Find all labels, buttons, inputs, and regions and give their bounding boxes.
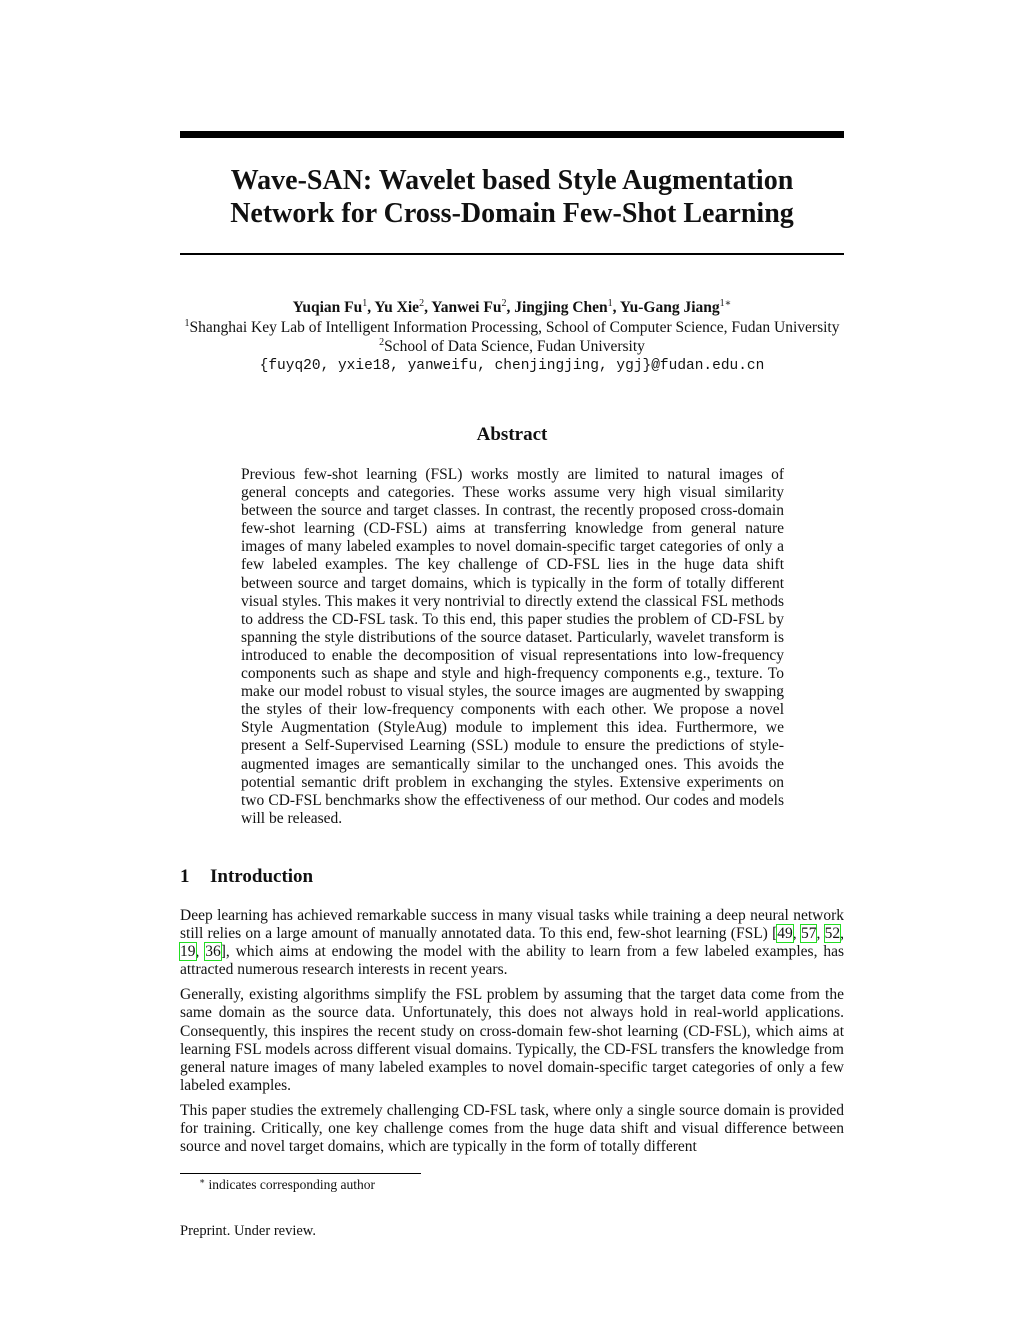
footnote-text: indicates corresponding author bbox=[208, 1177, 375, 1192]
footnote-mark: ∗ bbox=[199, 1176, 206, 1186]
intro-paragraph-3: This paper studies the extremely challenging CD-FSL task, where only a single source domain is provided for training. Critically, one key challenge comes from the huge data shift and visual difference between source and novel target domains, which are typically in the form of totally different bbox=[180, 1101, 844, 1156]
citation-link[interactable]: 19 bbox=[180, 943, 196, 961]
affiliation-2-sup: 2 bbox=[379, 337, 385, 348]
citation-link[interactable]: 57 bbox=[800, 925, 817, 943]
author-5: Yu-Gang Jiang bbox=[619, 299, 720, 316]
affiliation-1 bbox=[160, 318, 864, 338]
intro-paragraph-1: Deep learning has achieved remarkable success in many visual tasks while training a deep neural network still relies on a large amount of manually annotated data. To this end, few-shot learning (FSL) [49, 57, 52, 19, 36], which aims at endowing the model with the ability to learn from a few labeled examples, has attracted numerous research interests in recent years. bbox=[180, 907, 844, 979]
introduction-body bbox=[180, 907, 844, 1163]
footnote-rule bbox=[180, 1173, 421, 1174]
author-names: Yuqian Fu$^1$, Yu Xie$^2$, Yanwei Fu$^2$, Jingjing Chen$^1$, Yu-Gang Jiang$^{1∗}$ bbox=[292, 298, 732, 316]
section-number: 1 bbox=[180, 866, 190, 887]
author-emails: {fuyq20, yxie18, yanweifu, chenjingjing, ygj}@fudan.edu.cn bbox=[259, 357, 765, 374]
affiliation-1-sup: 1 bbox=[184, 317, 190, 329]
author-1: Yuqian Fu bbox=[292, 299, 363, 316]
affiliation-1-text: Shanghai Key Lab of Intelligent Information Processing, School of Computer Science, Fudan University bbox=[189, 318, 840, 336]
intro-p1-start: Deep learning has achieved remarkable success in many visual tasks while training a deep neural network still relies on a large amount of manually annotated data. To this end, few-shot learning (FSL) [ bbox=[180, 907, 844, 943]
author-2-sup: 2 bbox=[419, 298, 425, 309]
preprint-notice: Preprint. Under review. bbox=[180, 1223, 316, 1239]
title-top-rule bbox=[180, 131, 844, 138]
title-bottom-rule bbox=[180, 253, 844, 255]
author-5-sup: 1∗ bbox=[719, 298, 732, 309]
citation-link[interactable]: 36 bbox=[205, 943, 221, 961]
abstract-text: Previous few-shot learning (FSL) works mostly are limited to natural images of general concepts and categories. These works assume very high visual similarity between the source and target classes. In contrast, the recently proposed cross-domain few-shot learning (CD-FSL) aims at transferring knowledge from general nature images of many labeled examples to novel domain-specific target categories of only a few labeled examples. The key challenge of CD-FSL lies in the huge data shift between source and target domains, which is typically in the form of totally different visual styles. This makes it very nontrivial to directly extend the classical FSL methods to address the CD-FSL task. To this end, this paper studies the problem of CD-FSL by spanning the style distributions of the source dataset. Particularly, wavelet transform is introduced to enable the decomposition of visual representations into low-frequency components such as shape and style and high-frequency components e.g., texture. To make our model robust to visual styles, the source images are augmented by swapping the styles of their low-frequency components with each other. We propose a novel Style Augmentation (StyleAug) module to implement this idea. Furthermore, we present a Self-Supervised Learning (SSL) module to ensure the predictions of style-augmented images are semantically similar to the unchanged ones. This avoids the potential semantic drift problem in exchanging the styles. Extensive experiments on two CD-FSL benchmarks show the effectiveness of our method. Our codes and models will be released. bbox=[241, 466, 784, 827]
affiliation-2 bbox=[160, 337, 864, 357]
title-line-1: Wave-SAN: Wavelet based Style Augmentation bbox=[230, 165, 794, 196]
author-4-sup: 1 bbox=[607, 298, 613, 309]
author-3-sup: 2 bbox=[501, 298, 507, 309]
section-title: Introduction bbox=[210, 866, 314, 887]
intro-p1-end: ], which aims at endowing the model with the ability to learn from a few labeled examples, has attracted numerous research interests in recent years. bbox=[180, 943, 844, 979]
citation-link[interactable]: 52 bbox=[824, 925, 841, 943]
author-3: Yanwei Fu bbox=[431, 299, 502, 316]
title-line-2: Network for Cross-Domain Few-Shot Learning bbox=[230, 198, 794, 229]
author-4: Jingjing Chen bbox=[514, 299, 608, 316]
author-block bbox=[160, 298, 864, 376]
section-heading-introduction bbox=[180, 866, 313, 888]
intro-paragraph-2: Generally, existing algorithms simplify the FSL problem by assuming that the target data come from the same domain as the source data. Unfortunately, this does not always hold in real-world applications. Consequently, this inspires the recent study on cross-domain few-shot learning (CD-FSL), which aims at learning FSL models across different visual domains. Typically, the CD-FSL transfers the knowledge from general nature images of many labeled examples to novel domain-specific target categories of only a few labeled examples. bbox=[180, 986, 844, 1094]
author-1-sup: 1 bbox=[362, 298, 368, 309]
paper-title bbox=[180, 164, 844, 230]
citation-link[interactable]: 49 bbox=[777, 925, 793, 943]
author-2: Yu Xie bbox=[374, 299, 420, 316]
abstract-heading: Abstract bbox=[476, 424, 548, 445]
footnote bbox=[199, 1176, 375, 1193]
affiliation-2-text: School of Data Science, Fudan University bbox=[384, 338, 645, 355]
